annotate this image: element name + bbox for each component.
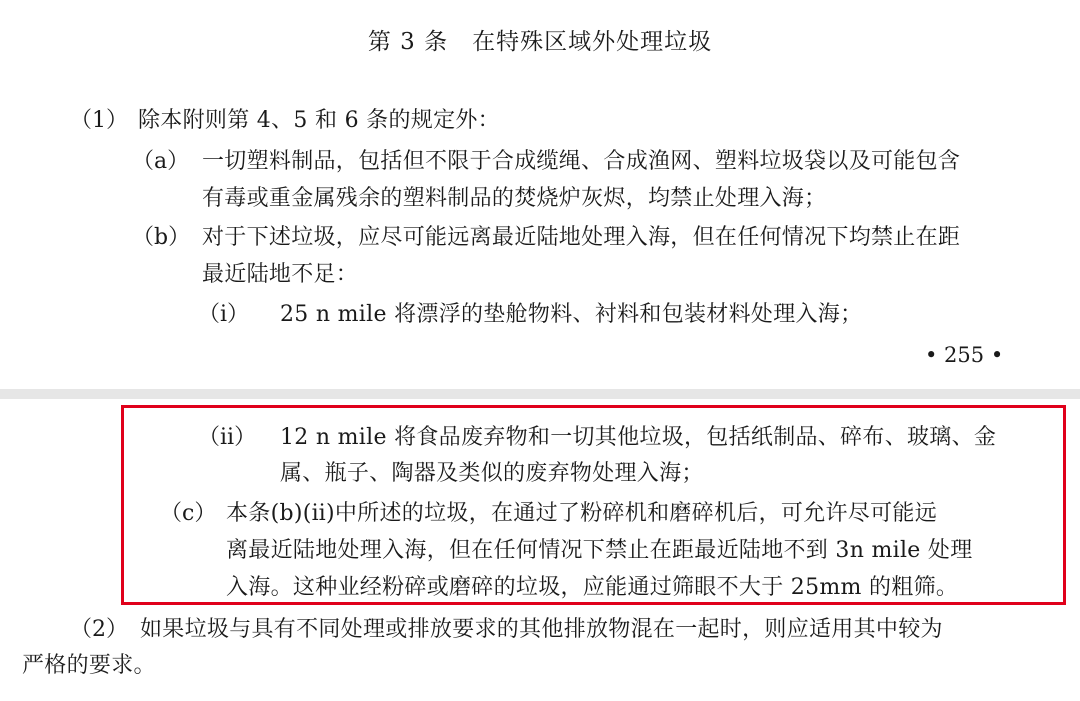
paragraph-1-label: （1） bbox=[70, 108, 128, 133]
item-a-line-2: 有毒或重金属残余的塑料制品的焚烧炉灰烬，均禁止处理入海； bbox=[202, 186, 827, 211]
paragraph-1-text: 除本附则第 4、5 和 6 条的规定外： bbox=[138, 108, 500, 133]
item-b-i-text: 25 n mile 将漂浮的垫舱物料、衬料和包装材料处理入海； bbox=[280, 302, 863, 327]
page-break-divider bbox=[0, 389, 1080, 399]
item-b-line-2: 最近陆地不足： bbox=[202, 262, 359, 287]
item-c-line-1: 本条(b)(ⅱ)中所述的垃圾，在通过了粉碎机和磨碎机后，可允许尽可能远 bbox=[226, 501, 937, 526]
article-number: 第 3 条 bbox=[367, 29, 449, 55]
paragraph-2-line-1: 如果垃圾与具有不同处理或排放要求的其他排放物混在一起时，则应适用其中较为 bbox=[140, 617, 943, 642]
item-c-line-3: 入海。这种业经粉碎或磨碎的垃圾，应能通过筛眼不大于 25mm 的粗筛。 bbox=[226, 575, 959, 600]
item-b-ii-line-2: 属、瓶子、陶器及类似的废弃物处理入海； bbox=[280, 461, 704, 486]
item-b-i-label: （ⅰ） bbox=[198, 302, 250, 327]
page-number: • 255 • bbox=[925, 343, 1004, 367]
article-title: 在特殊区域外处理垃圾 bbox=[472, 29, 713, 55]
item-b-line-1: 对于下述垃圾，应尽可能远离最近陆地处理入海，但在任何情况下均禁止在距 bbox=[202, 225, 961, 250]
item-c-line-2: 离最近陆地处理入海，但在任何情况下禁止在距最近陆地不到 3n mile 处理 bbox=[226, 538, 973, 563]
item-a-label: （a） bbox=[132, 149, 190, 174]
item-c-label: （c） bbox=[160, 501, 217, 526]
item-b-ii-line-1: 12 n mile 将食品废弃物和一切其他垃圾，包括纸制品、碎布、玻璃、金 bbox=[280, 425, 997, 450]
item-b-label: （b） bbox=[132, 225, 191, 250]
article-heading bbox=[0, 26, 1080, 58]
item-a-line-1: 一切塑料制品，包括但不限于合成缆绳、合成渔网、塑料垃圾袋以及可能包含 bbox=[202, 149, 961, 174]
paragraph-2-line-2: 严格的要求。 bbox=[22, 653, 156, 678]
item-b-ii-label: （ⅱ） bbox=[198, 425, 257, 450]
paragraph-2-label: （2） bbox=[70, 617, 128, 642]
